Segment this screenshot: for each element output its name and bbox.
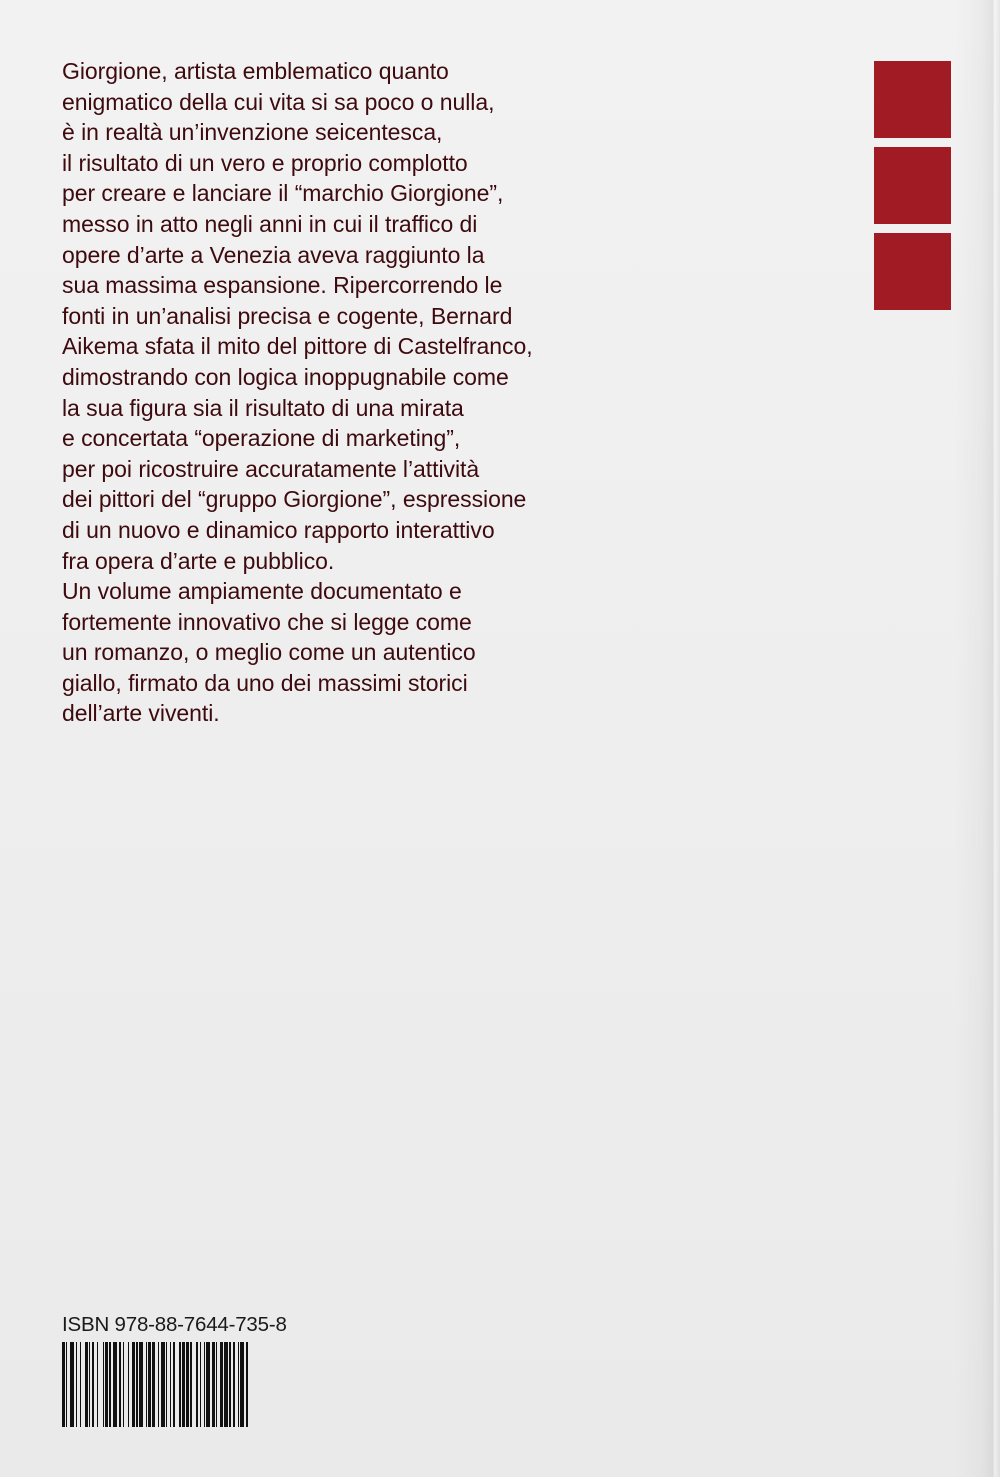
barcode-bar [161,1342,165,1427]
barcode-bar [196,1342,199,1427]
barcode-bar [66,1342,67,1427]
barcode-bar [109,1342,110,1427]
barcode-bar [204,1342,205,1427]
barcode-bar [119,1342,122,1427]
blurb-line: fortemente innovativo che si legge come [62,608,472,635]
barcode-bar [62,1342,65,1427]
barcode-bar [158,1342,159,1427]
barcode-bar [238,1342,239,1427]
barcode-bar [233,1342,234,1427]
blurb-line: fonti in un’analisi precisa e cogente, Bernard [62,302,513,329]
red-square-mark [874,147,951,224]
isbn-barcode [62,1342,276,1427]
blurb-line: enigmatico della cui vita si sa poco o nulla, [62,88,495,115]
barcode-bar [113,1342,117,1427]
spine-shadow [954,0,1000,1477]
barcode-bar [132,1342,135,1427]
barcode-bar [148,1342,151,1427]
barcode-bar [92,1342,95,1427]
barcode-bar [80,1342,81,1427]
back-cover-blurb [62,56,662,729]
blurb-line: di un nuovo e dinamico rapporto interattivo [62,516,495,543]
blurb-line: il risultato di un vero e proprio complotto [62,149,468,176]
barcode-bar [186,1342,189,1427]
barcode-bar [224,1342,228,1427]
barcode-bar [128,1342,129,1427]
blurb-line: fra opera d’arte e pubblico. [62,547,335,574]
barcode-bar [206,1342,210,1427]
barcode-bar [229,1342,230,1427]
blurb-line: messo in atto negli anni in cui il traffico di [62,210,478,237]
blurb-line: Aikema sfata il mito del pittore di Castelfranco, [62,333,533,360]
barcode-bar [146,1342,147,1427]
red-square-mark [874,61,951,138]
barcode-bar [216,1342,217,1427]
blurb-line: per poi ricostruire accuratamente l’attività [62,455,480,482]
barcode-bar [240,1342,244,1427]
blurb-line: la sua figura sia il risultato di una mirata [62,394,464,421]
barcode-bar [200,1342,201,1427]
barcode-bar [182,1342,185,1427]
barcode-bar [89,1342,90,1427]
blurb-line: per creare e lanciare il “marchio Giorgione”, [62,180,504,207]
blurb-line: dimostrando con logica inoppugnabile come [62,363,509,390]
blurb-line: Giorgione, artista emblematico quanto [62,58,449,84]
blurb-line: Un volume ampiamente documentato e [62,578,462,605]
barcode-bar [166,1342,167,1427]
blurb-line: sua massima espansione. Ripercorrendo le [62,272,503,299]
barcode-bar [139,1342,143,1427]
isbn-label: ISBN 978-88-7644-735-8 [62,1313,287,1336]
blurb-line: è in realtà un’invenzione seicentesca, [62,119,443,146]
barcode-bar [105,1342,108,1427]
barcode-bar [212,1342,215,1427]
barcode-bar [76,1342,77,1427]
barcode-bar [70,1342,74,1427]
barcode-bar [220,1342,223,1427]
red-square-mark [874,233,951,310]
blurb-line: dell’arte viventi. [62,700,220,727]
blurb-line: dei pittori del “gruppo Giorgione”, espressione [62,486,527,513]
blurb-line: e concertata “operazione di marketing”, [62,425,461,452]
barcode-bar [103,1342,104,1427]
barcode-bar [170,1342,171,1427]
blurb-line: giallo, firmato da uno dei massimi storici [62,669,468,696]
barcode-bar [190,1342,191,1427]
barcode-bar [246,1342,249,1427]
barcode-bar [123,1342,124,1427]
barcode-bar [97,1342,98,1427]
barcode-bar [152,1342,155,1427]
barcode-bar [173,1342,176,1427]
barcode-bar [136,1342,137,1427]
blurb-line: un romanzo, o meglio come un autentico [62,639,476,666]
barcode-bar [85,1342,88,1427]
barcode-bar [179,1342,180,1427]
blurb-line: opere d’arte a Venezia aveva raggiunto la [62,241,485,268]
